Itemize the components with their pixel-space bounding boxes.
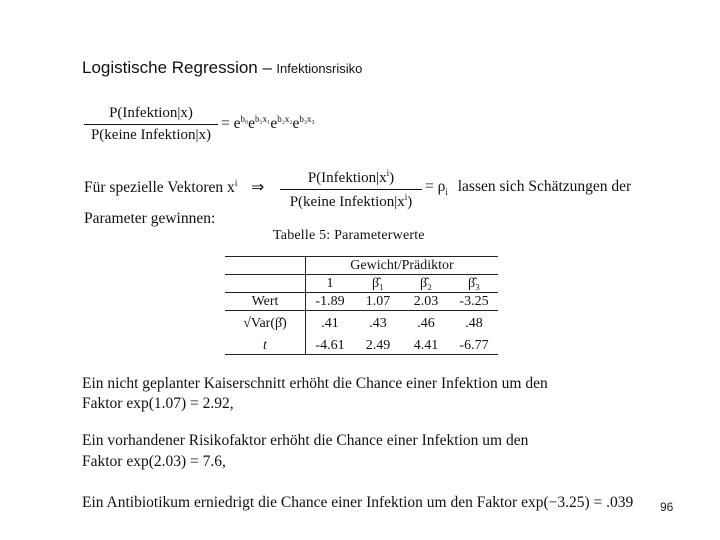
exp-base: e	[292, 115, 300, 133]
row-label: Wert	[225, 293, 306, 311]
exp-base: e	[248, 115, 256, 133]
column-header: β̂₁	[354, 275, 402, 293]
page-number: 96	[660, 500, 674, 514]
rho-result	[425, 178, 631, 197]
exp-b3x3: b₃x₃	[299, 114, 315, 124]
specific-denominator: P(keine Infektion|x	[289, 194, 405, 210]
table-cell: 2.03	[402, 293, 450, 311]
odds-fraction	[84, 105, 218, 144]
denominator-superscript: i	[404, 192, 408, 202]
statement-caesarean-line1: Ein nicht geplanter Kaiserschnitt erhöht die Chance einer Infektion um den	[82, 375, 548, 392]
numerator-close: )	[389, 170, 395, 186]
exp-b0: b₀	[240, 114, 249, 124]
table-cell: -1.89	[306, 293, 355, 311]
column-header: β̂₃	[450, 275, 498, 293]
exp-b2x2: b₂x₂	[277, 114, 293, 124]
rho-equals: = ρ	[425, 178, 446, 195]
column-header: 1	[306, 275, 355, 293]
rho-subscript: i	[445, 187, 448, 198]
statement-caesarean-line2: Faktor exp(1.07) = 2.92,	[82, 395, 234, 412]
odds-exponential-product	[221, 114, 315, 133]
table-cell: 4.41	[402, 337, 450, 355]
table-row	[225, 337, 498, 355]
denominator-close: )	[407, 194, 413, 210]
odds-numerator: P(Infektion|x)	[109, 105, 193, 121]
table-corner-cell	[225, 275, 306, 293]
table-cell: .43	[369, 316, 387, 331]
table-cell: .41	[321, 316, 339, 331]
exp-b1x1: b₁x₁	[255, 114, 271, 124]
table-cell: .46	[417, 316, 435, 331]
row-label: √Var(β̂)	[225, 311, 306, 338]
statement-riskfactor-line2: Faktor exp(2.03) = 7.6,	[82, 453, 226, 470]
table-corner-cell	[225, 257, 306, 275]
table-row	[225, 293, 498, 311]
slide-title-sub: Infektionsrisiko	[276, 61, 363, 76]
table-cell: 1.07	[354, 293, 402, 311]
table-row	[225, 311, 498, 338]
statement-riskfactor-line1: Ein vorhandener Risikofaktor erhöht die Chance einer Infektion um den	[82, 432, 529, 449]
slide-title	[82, 58, 362, 78]
slide-title-main: Logistische Regression –	[82, 58, 272, 77]
table-caption: Tabelle 5: Parameterwerte	[273, 228, 425, 243]
special-vectors-prefix: Für spezielle Vektoren x	[84, 179, 235, 197]
column-header: β̂₂	[402, 275, 450, 293]
rhs-equals-e: = e	[221, 115, 241, 133]
group-header: Gewicht/Prädiktor	[306, 257, 499, 275]
statement-antibiotic: Ein Antibiotikum erniedrigt die Chance einer Infektion um den Faktor exp(−3.25) = .039	[82, 494, 634, 511]
vector-superscript: i	[234, 178, 238, 188]
odds-denominator: P(keine Infektion|x)	[90, 127, 212, 143]
numerator-superscript: i	[386, 168, 390, 178]
row-label: t	[225, 337, 306, 355]
fraction-bar	[280, 189, 422, 190]
fraction-bar	[84, 124, 218, 125]
specific-numerator: P(Infektion|x	[307, 170, 387, 186]
special-vectors-suffix: lassen sich Schätzungen der	[457, 178, 632, 195]
special-vectors-text	[84, 178, 264, 197]
exp-base: e	[270, 115, 278, 133]
parameter-line: Parameter gewinnen:	[84, 210, 216, 227]
table-cell: .48	[465, 316, 483, 331]
implies-arrow: ⇒	[251, 179, 265, 197]
table-cell: -6.77	[450, 337, 498, 355]
specific-odds-fraction	[280, 168, 422, 211]
table-cell: 2.49	[354, 337, 402, 355]
table-cell: -4.61	[306, 337, 355, 355]
parameter-table	[225, 256, 498, 355]
table-cell: -3.25	[450, 293, 498, 311]
